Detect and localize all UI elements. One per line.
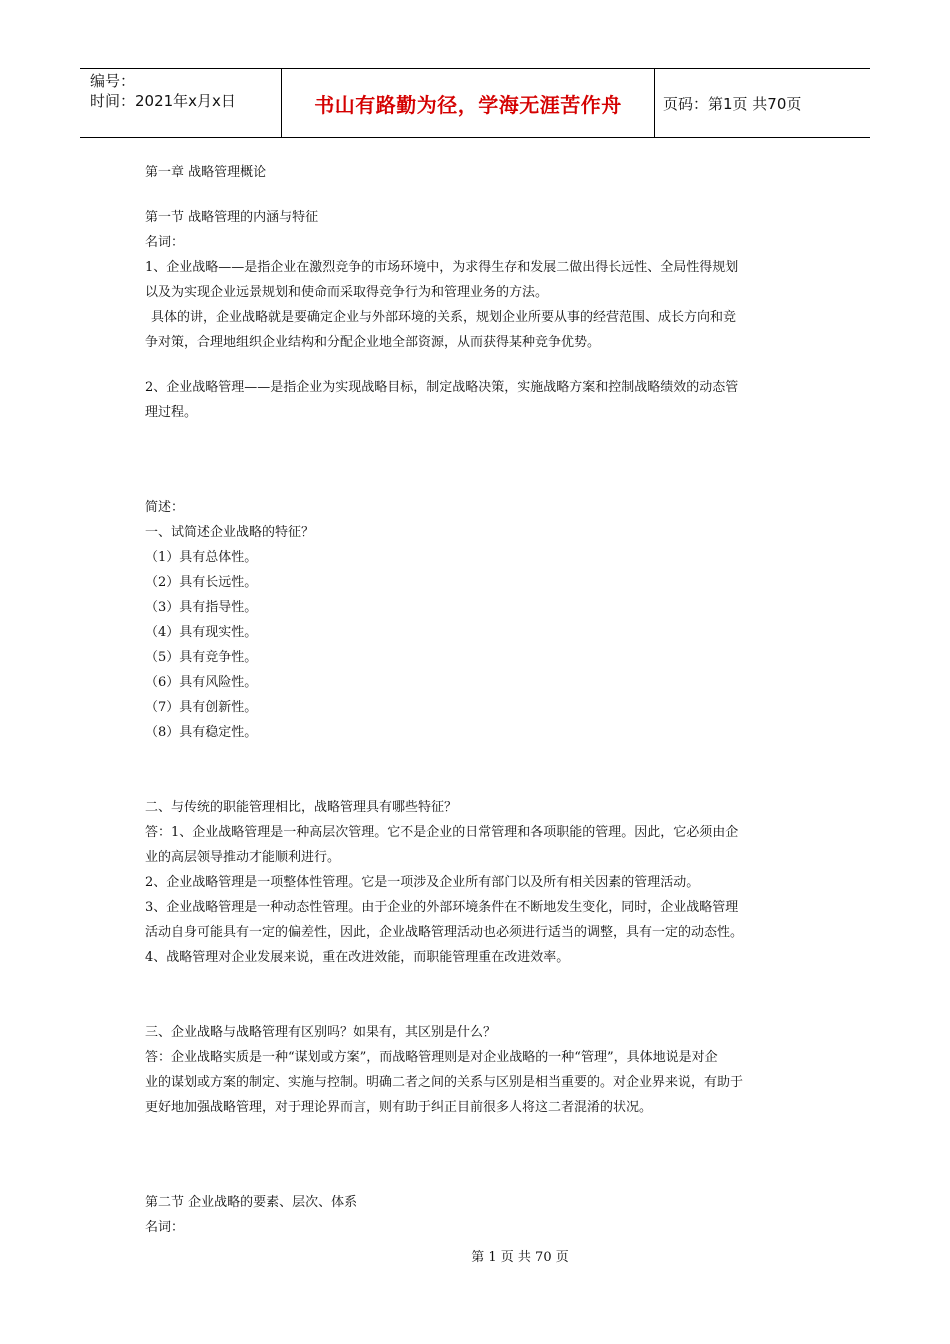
list-item: （6）具有风险性。: [145, 675, 258, 690]
page-header: [80, 68, 870, 138]
definition-1-line: 1、企业战略——是指企业在激烈竞争的市场环境中，为求得生存和发展二做出得长远性、全局性得规划: [145, 260, 739, 275]
list-item: （8）具有稳定性。: [145, 725, 258, 740]
answer-line: 业的高层领导推动才能顺利进行。: [145, 850, 341, 865]
brief-label: 简述：: [145, 500, 185, 515]
answer-line: 业的谋划或方案的制定、实施与控制。明确二者之间的关系与区别是相当重要的。对企业界来说，有助于: [145, 1075, 744, 1090]
list-item: （4）具有现实性。: [145, 625, 258, 640]
answer-line: 活动自身可能具有一定的偏差性，因此，企业战略管理活动也必须进行适当的调整，具有一定的动态性。: [145, 925, 744, 940]
list-item: （5）具有竞争性。: [145, 650, 258, 665]
chapter-title: 第一章 战略管理概论: [145, 165, 267, 180]
answer-line: 答：1、企业战略管理是一种高层次管理。它不是企业的日常管理和各项职能的管理。因此，它必须由企: [145, 825, 739, 840]
time-label: 时间：2021年x月x日: [90, 92, 236, 110]
header-meta: [80, 69, 282, 137]
list-item: （3）具有指导性。: [145, 600, 258, 615]
answer-line: 更好地加强战略管理，对于理论界而言，则有助于纠正目前很多人将这二者混淆的状况。: [145, 1100, 653, 1115]
answer-line: 答：企业战略实质是一种“谋划或方案”，而战略管理则是对企业战略的一种“管理”，具体地说是对企: [145, 1050, 718, 1065]
footer-page-number: 第 1 页 共 70 页: [471, 1250, 569, 1265]
document-body: [145, 160, 810, 1240]
definition-1-line: 具体的讲，企业战略就是要确定企业与外部环境的关系，规划企业所要从事的经营范围、成长方向和竞: [151, 310, 737, 325]
header-motto-cell: [282, 69, 655, 137]
definition-2-line: 2、企业战略管理——是指企业为实现战略目标，制定战略决策，实施战略方案和控制战略绩效的动态管: [145, 380, 739, 395]
header-page-info: [655, 69, 870, 137]
question-1: 一、试简述企业战略的特征？: [145, 525, 315, 540]
definition-1-line: 以及为实现企业远景规划和使命而采取得竞争行为和管理业务的方法。: [145, 285, 549, 300]
question-3: 三、企业战略与战略管理有区别吗？如果有，其区别是什么？: [145, 1025, 497, 1040]
list-item: （1）具有总体性。: [145, 550, 258, 565]
section-title-2: 第二节 企业战略的要素、层次、体系: [145, 1195, 358, 1210]
number-label: 编号：: [90, 72, 136, 90]
answer-line: 3、企业战略管理是一种动态性管理。由于企业的外部环境条件在不断地发生变化，同时，企业战略管理: [145, 900, 739, 915]
definition-1-line: 争对策，合理地组织企业结构和分配企业地全部资源，从而获得某种竞争优势。: [145, 335, 601, 350]
page-footer: [0, 1246, 950, 1265]
motto-text: 书山有路勤为径，学海无涯苦作舟: [314, 92, 622, 117]
terms-label-2: 名词：: [145, 1220, 185, 1235]
section-title-1: 第一节 战略管理的内涵与特征: [145, 210, 319, 225]
answer-line: 4、战略管理对企业发展来说，重在改进效能，而职能管理重在改进效率。: [145, 950, 570, 965]
list-item: （7）具有创新性。: [145, 700, 258, 715]
question-2: 二、与传统的职能管理相比，战略管理具有哪些特征？: [145, 800, 458, 815]
terms-label: 名词：: [145, 235, 185, 250]
page-info-text: 页码：第1页 共70页: [663, 94, 802, 113]
list-item: （2）具有长远性。: [145, 575, 258, 590]
answer-line: 2、企业战略管理是一项整体性管理。它是一项涉及企业所有部门以及所有相关因素的管理活动。: [145, 875, 700, 890]
definition-2-line: 理过程。: [145, 405, 198, 420]
